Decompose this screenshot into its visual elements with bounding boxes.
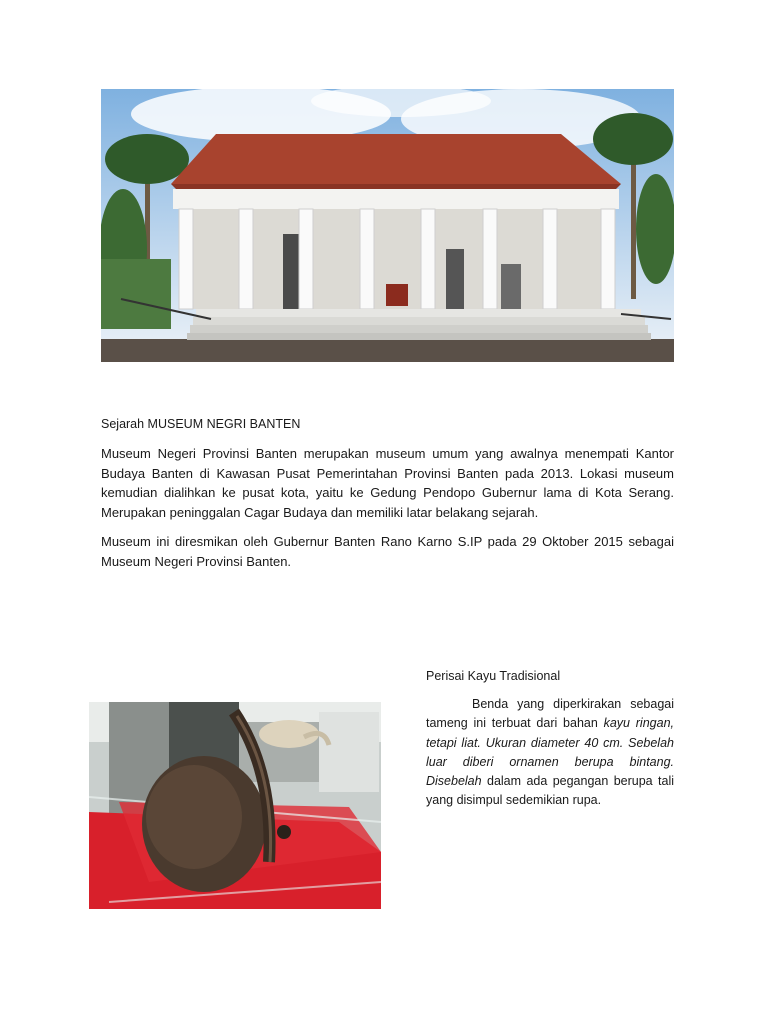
- artifact-title: Perisai Kayu Tradisional: [426, 669, 561, 683]
- museum-building-photo: [101, 89, 674, 362]
- artifact-text-italic: kayu ringan, tetapi liat. Ukuran diameter 40 cm. Sebelah luar diberi ornamen berupa bintang. Disebelah: [426, 716, 674, 789]
- artifact-description: [426, 695, 674, 811]
- artifact-text-regular: Benda yang diperkirakan sebagai tameng ini terbuat dari bahan: [426, 697, 674, 731]
- history-paragraph-2: Museum ini diresmikan oleh Gubernur Banten Rano Karno S.IP pada 29 Oktober 2015 sebagai Museum Negeri Provinsi Banten.: [101, 534, 674, 569]
- artifact-text-end: dalam ada pegangan berupa tali yang disimpul sedemikian rupa.: [426, 774, 674, 808]
- history-paragraph-1: Museum Negeri Provinsi Banten merupakan museum umum yang awalnya menempati Kantor Budaya Banten di Kawasan Pusat Pemerintahan Provinsi Banten pada 2013. Lokasi museum kemudian dialihkan ke pusat kota, yaitu ke Gedung Pendopo Gubernur lama di Kota Serang. Merupakan peninggalan Cagar Budaya dan memiliki latar belakang sejarah.: [101, 446, 674, 520]
- section-heading: Sejarah MUSEUM NEGRI BANTEN: [101, 417, 301, 431]
- wooden-shield-photo: [89, 702, 381, 909]
